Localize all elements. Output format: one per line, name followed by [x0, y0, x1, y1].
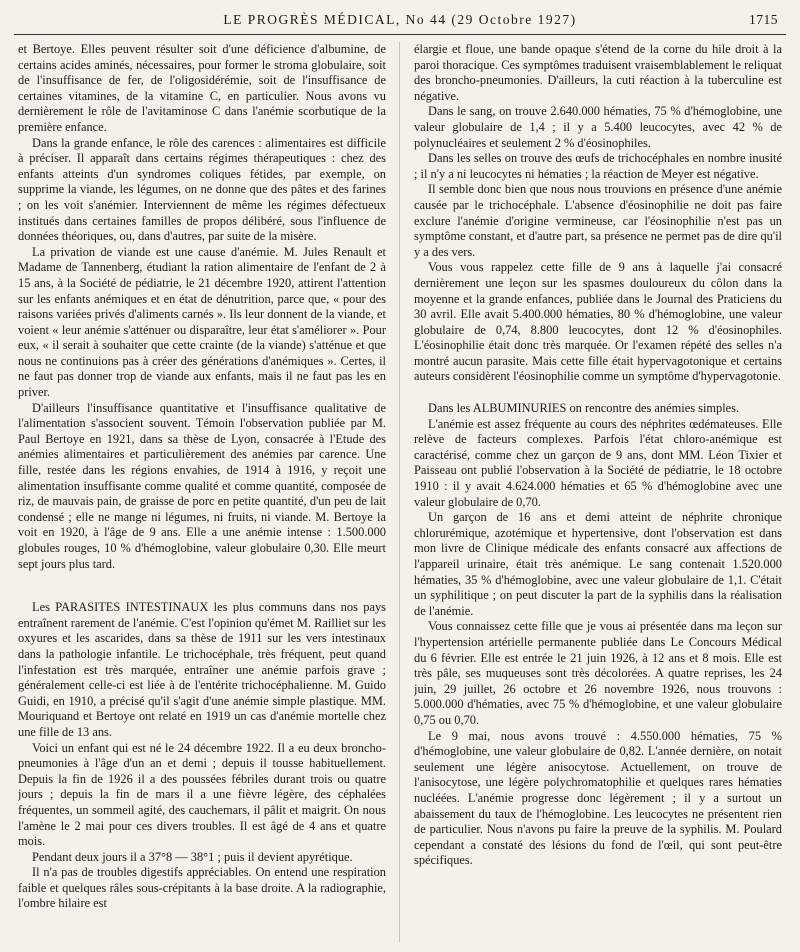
- paragraph: Vous vous rappelez cette fille de 9 ans à laquelle j'ai consacré dernièrement une leçon sur les spasmes douloureux du côlon dans la moyenne et la grande enfances, publiée dans le Journal des Praticiens du 30 avril. Elle avait 5.400.000 hématies, 80 % d'hémoglobine, une valeur globulaire de 0,74, 8.800 leucocytes, dont 12 % d'éosinophiles. L'éosinophilie était donc très marquée. Or l'examen répété des selles n'a montré aucun parasite. Mais cette fille était hypervagotonique et certains auteurs considèrent l'éosinophilie comme un symptôme d'hypervagotonie.: [414, 260, 782, 384]
- running-header: [14, 12, 786, 36]
- paragraph: L'anémie est assez fréquente au cours des néphrites œdémateuses. Elle relève de facteurs complexes. Parfois l'état chloro-anémique est caractérisé, comme chez un garçon de 9 ans, dont MM. Léon Tixier et Paisseau ont publié l'observation à la Société de pédiatrie, le 18 octobre 1910 : il y avait 4.624.000 hématies et 65 % d'hémoglobine avec une valeur globulaire de 0,70.: [414, 416, 782, 509]
- paragraph: Il semble donc bien que nous nous trouvions en présence d'une anémie causée par le trichocéphale. L'absence d'éosinophilie ne doit pas faire exclure l'anémie d'origine vermineuse, car l'éosinophilie n'est pas un symptôme constant, et d'autre part, sa présence ne permet pas de dire qu'il y a des vers.: [414, 182, 782, 259]
- page-number: 1715: [749, 12, 778, 27]
- paragraph: Il n'a pas de troubles digestifs appréciables. On entend une respiration faible et quelques râles sous-crépitants à la base droite. A la radiographie, l'ombre hilaire est: [18, 865, 386, 911]
- section-paragraph-parasites: Les PARASITES INTESTINAUX les plus communs dans nos pays entraînent rarement de l'anémie. C'est l'opinion qu'émet M. Railliet sur les oxyures et les ascarides, dans sa thèse de 1911 sur les vers intestinaux dans la pathologie infantile. Le trichocéphale, très fréquent, peut quand l'infestation est très marquée, entraîner une anémie parfois grave ; généralement celle-ci est liée à de l'entérite trichocéphalienne. M. Guido Guidi, en 1910, a précisé qu'il s'agit d'une anémie simple plastique. MM. Mouriquand et Bertoye ont relaté en 1919 un cas d'anémie mortelle chez une fille de 13 ans.: [18, 600, 386, 739]
- section-paragraph-albuminuries: Dans les ALBUMINURIES on rencontre des anémies simples.: [428, 401, 740, 416]
- paragraph: Dans le sang, on trouve 2.640.000 hématies, 75 % d'hémoglobine, une valeur globulaire de 1,4 ; il y a 5.400 leucocytes, avec 42 % de polynucléaires et seulement 2 % d'éosinophiles.: [414, 104, 782, 150]
- right-column: [414, 42, 782, 942]
- paragraph: Pendant deux jours il a 37°8 — 38°1 ; puis il devient apyrétique.: [32, 849, 353, 864]
- paragraph: D'ailleurs l'insuffisance quantitative et l'insuffisance qualitative de l'alimentation s'associent souvent. Témoin l'observation publiée par M. Paul Bertoye en 1921, dans sa thèse de Lyon, consacrée à l'Etude des anémies alimentaires et particulièrement des anémies par carence. Une fille, restée dans les régions envahies, de 1914 à 1916, y reçoit une alimentation insuffisante comme qualité et comme quantité, composée de riz, de mauvais pain, de graisse de porc en petite quantité, d'un peu de lait condensé ; elle ne mange ni légumes, ni fruits, ni viande. M. Bertoye la voit en 1920, à l'âge de 9 ans. Elle a une anémie intense : 1.500.000 globules rouges, 10 % d'hémoglobine, valeur globulaire 0,30. Elle meurt sept jours plus tard.: [18, 400, 386, 571]
- header-rule: [14, 34, 786, 35]
- paragraph: Vous connaissez cette fille que je vous ai présentée dans ma leçon sur l'hypertension artérielle permanente publiée dans Le Concours Médical du 6 février. Elle est entrée le 21 juin 1926, à 12 ans et 8 mois. Elle est très pâle, ses muqueuses sont très décolorées. A quatre reprises, les 24 juin, 29 juillet, 26 octobre et 26 novembre 1926, nous trouvons : 5.000.000 d'hématies, avec 75 % d'hémoglobine, et une valeur globulaire 0,75 ou 0,70.: [414, 619, 782, 727]
- paragraph: La privation de viande est une cause d'anémie. M. Jules Renault et Madame de Tannenberg, étudiant la ration alimentaire de l'enfant de 2 à 15 ans, à la Société de pédiatrie, le 21 décembre 1920, attirent l'attention sur les enfants anémiques et en état de dénutrition, parce que, « pour des raisons variées privés d'aliments carnés ». Ils leur donnent de la viande, et voient « leur anémie s'atténuer ou disparaître, leur état s'améliorer ». Pour eux, « il serait à souhaiter que cette crainte (de la viande) s'atténue et que nous ne continuions pas à créer des générations d'anémiques ». Certes, il ne faut pas donner trop de viande aux enfants, mais il ne faut pas les en priver.: [18, 244, 386, 400]
- left-column: [18, 42, 386, 942]
- column-divider: [399, 42, 400, 942]
- paragraph: Un garçon de 16 ans et demi atteint de néphrite chronique chlorurémique, azotémique et hypertensive, dont l'observation est dans mon livre de Clinique médicale des enfants consacré aux affections de l'appareil urinaire, était très anémique. Le sang contenait 1.520.000 hématies, 35 % d'hémoglobine, avec une valeur globulaire de 1,1. C'était un syphilitique ; on peut discuter la part de la syphilis dans la réalisation de l'anémie.: [414, 510, 782, 618]
- paragraph: élargie et floue, une bande opaque s'étend de la corne du hile droit à la paroi thoracique. Ces symptômes traduisent vraisemblablement le reliquat des broncho-pneumonies. D'ailleurs, la cuti réaction à la tuberculine est négative.: [414, 42, 782, 103]
- paragraph: et Bertoye. Elles peuvent résulter soit d'une déficience d'albumine, de certains acides aminés, nécessaires, pour former le stroma globulaire, soit de l'insuffisance de fer, de l'oligosidérémie, soit de l'insuffisance de certaines vitamines, de la vitamine C, en particulier. Nous avons vu dernièrement le rôle de l'avitaminose C dans l'anémie scorbutique de la première enfance.: [18, 42, 386, 134]
- paragraph: Dans les selles on trouve des œufs de trichocéphales en nombre inusité ; il n'y a ni leucocytes ni hématies ; la réaction de Meyer est négative.: [414, 151, 782, 181]
- journal-title: LE PROGRÈS MÉDICAL, No 44 (29 Octobre 1927): [223, 12, 577, 27]
- paragraph: Le 9 mai, nous avons trouvé : 4.550.000 hématies, 75 % d'hémoglobine, une valeur globulaire de 0,82. L'année dernière, on notait seulement une légère anisocytose. Actuellement, on trouve de l'anisocytose, une légère polychromatophilie et quelques rares hématies nucléées. L'anémie progresse donc légèrement ; il y a surtout un abaissement du taux de l'hémoglobine. Les leucocytes ne présentent rien de particulier. Nous n'avons pu faire la preuve de la syphilis. M. Poulard cependant a constaté des lésions du fond de l'œil, qui sont peut-être spécifiques.: [414, 728, 782, 868]
- paragraph: Voici un enfant qui est né le 24 décembre 1922. Il a eu deux broncho-pneumonies à l'âge d'un an et demi ; depuis il tousse habituellement. Depuis la fin de 1926 il a des poussées fébriles durant trois ou quatre jours ; depuis la fin de mars il a une fièvre légère, des céphalées fréquentes, un sommeil agité, des cauchemars, il pâlit et maigrit. On nous l'amène le 2 mai pour ces divers troubles. Il est âgé de 4 ans et quatre mois.: [18, 740, 386, 849]
- paragraph: Dans la grande enfance, le rôle des carences : alimentaires est difficile à préciser. Il apparaît dans certains régimes thérapeutiques : chez des enfants atteints d'un syndromes coliques fétides, par exemple, on supprime la viande, les légumes, on ne donne que des pâtes et des farines ; on les voit s'anémier. Interviennent de même les régimes défectueux institués dans certaines familles de propos délibéré, sous l'influence de données théoriques, ou, dans d'autres, par suite de la misère.: [18, 135, 386, 244]
